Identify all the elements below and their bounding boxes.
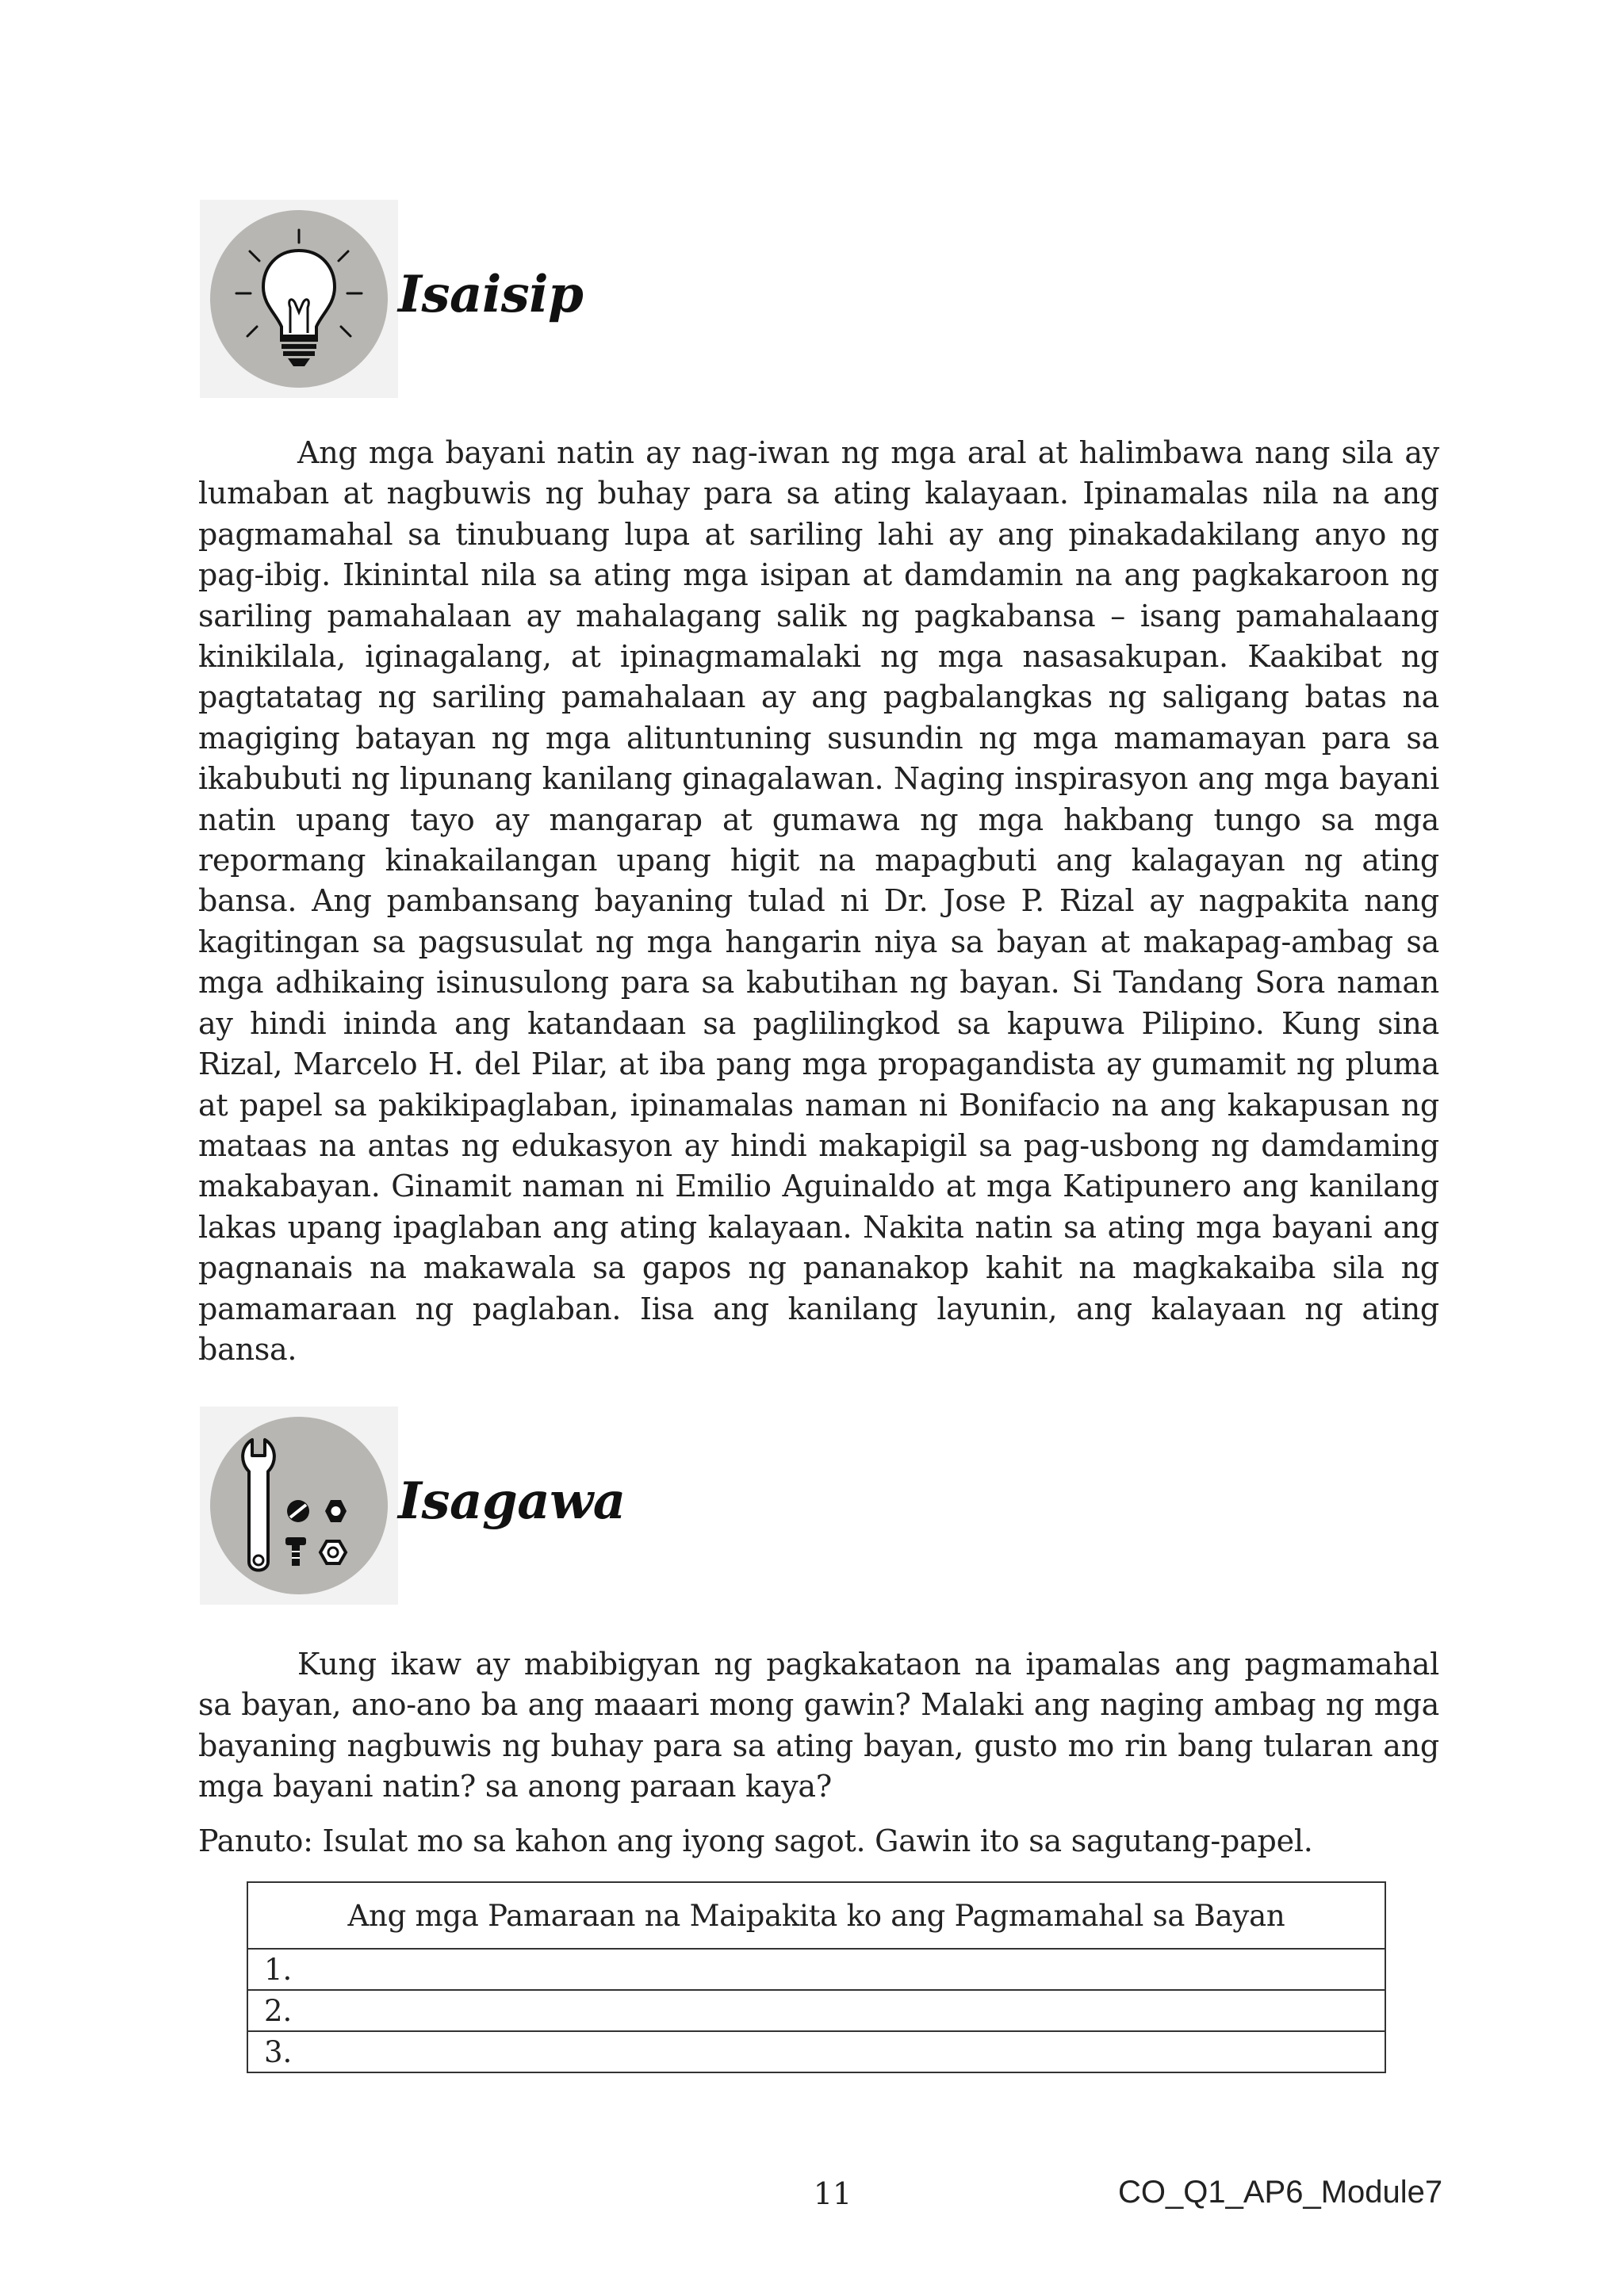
isagawa-header bbox=[200, 1406, 834, 1605]
table-row bbox=[247, 2031, 1385, 2072]
isaisip-title: Isaisip bbox=[398, 265, 584, 324]
answer-row-2: 2. bbox=[247, 1990, 1385, 2031]
answer-table bbox=[247, 1881, 1386, 2073]
table-row bbox=[247, 1990, 1385, 2031]
answer-row-3: 3. bbox=[247, 2031, 1385, 2072]
lightbulb-icon bbox=[200, 200, 398, 398]
isaisip-header bbox=[200, 200, 834, 398]
module-code: CO_Q1_AP6_Module7 bbox=[1118, 2175, 1443, 2210]
isagawa-title: Isagawa bbox=[398, 1471, 626, 1531]
table-header: Ang mga Pamaraan na Maipakita ko ang Pagmamahal sa Bayan bbox=[247, 1882, 1385, 1949]
table-header-row bbox=[247, 1882, 1385, 1949]
page-number: 11 bbox=[813, 2176, 852, 2211]
wrench-and-bolts-icon bbox=[200, 1406, 398, 1605]
isaisip-paragraph: Ang mga bayani natin ay nag-iwan ng mga aral at halimbawa nang sila ay lumaban at nagbuwis ng buhay para sa ating kalayaan. Ipinamalas nila na ang pagmamahal sa tinubuang lupa at sariling lahi ay ang pinakadakilang anyo ng pag-ibig. Ikinintal nila sa ating mga isipan at damdamin na ang pagkakaroon ng sariling pamahalaan ay mahalagang salik ng pagkabansa – isang pamahalaang kinikilala, iginagalang, at ipinagmamalaki ng mga nasasakupan. Kaakibat ng pagtatatag ng sariling pamahalaan ay ang pagbalangkas ng saligang batas na magiging batayan ng mga alituntuning susundin ng mga mamamayan para sa ikabubuti ng lipunang kanilang ginagalawan. Naging inspirasyon ang mga bayani natin upang tayo ay mangarap at gumawa ng mga hakbang tungo sa mga repormang kinakailangan upang higit na mapagbuti ang kalagayan ng ating bansa. Ang pambansang bayaning tulad ni Dr. Jose P. Rizal ay nagpakita nang kagitingan sa pagsusulat ng mga hangarin niya sa bayan at makapag-ambag sa mga adhikaing isinusulong para sa kabutihan ng bayan. Si Tandang Sora naman ay hindi ininda ang katandaan sa paglilingkod sa kapuwa Pilipino. Kung sina Rizal, Marcelo H. del Pilar, at iba pang mga propagandista ay gumamit ng pluma at papel sa pakikipaglaban, ipinamalas naman ni Bonifacio na ang kakapusan ng mataas na antas ng edukasyon ay hindi makapigil sa pag-usbong ng damdaming makabayan. Ginamit naman ni Emilio Aguinaldo at mga Katipunero ang kanilang lakas upang ipaglaban ang ating kalayaan. Nakita natin sa ating mga bayani ang pagnanais na makawala sa gapos ng pananakop kahit na magkakaiba sila ng pamamaraan ng paglaban. Iisa ang kanilang layunin, ang kalayaan ng ating bansa. bbox=[198, 435, 1439, 1367]
answer-row-1: 1. bbox=[247, 1949, 1385, 1990]
isagawa-paragraph: Kung ikaw ay mabibigyan ng pagkakataon na ipamalas ang pagmamahal sa bayan, ano-ano ba ang maaari mong gawin? Malaki ang naging ambag ng mga bayaning nagbuwis ng buhay para sa ating bayan, gusto mo rin bang tularan ang mga bayani natin? sa anong paraan kaya? bbox=[198, 1647, 1439, 1804]
direction-text: Panuto: Isulat mo sa kahon ang iyong sagot. Gawin ito sa sagutang-papel. bbox=[198, 1823, 1313, 1858]
table-row bbox=[247, 1949, 1385, 1990]
